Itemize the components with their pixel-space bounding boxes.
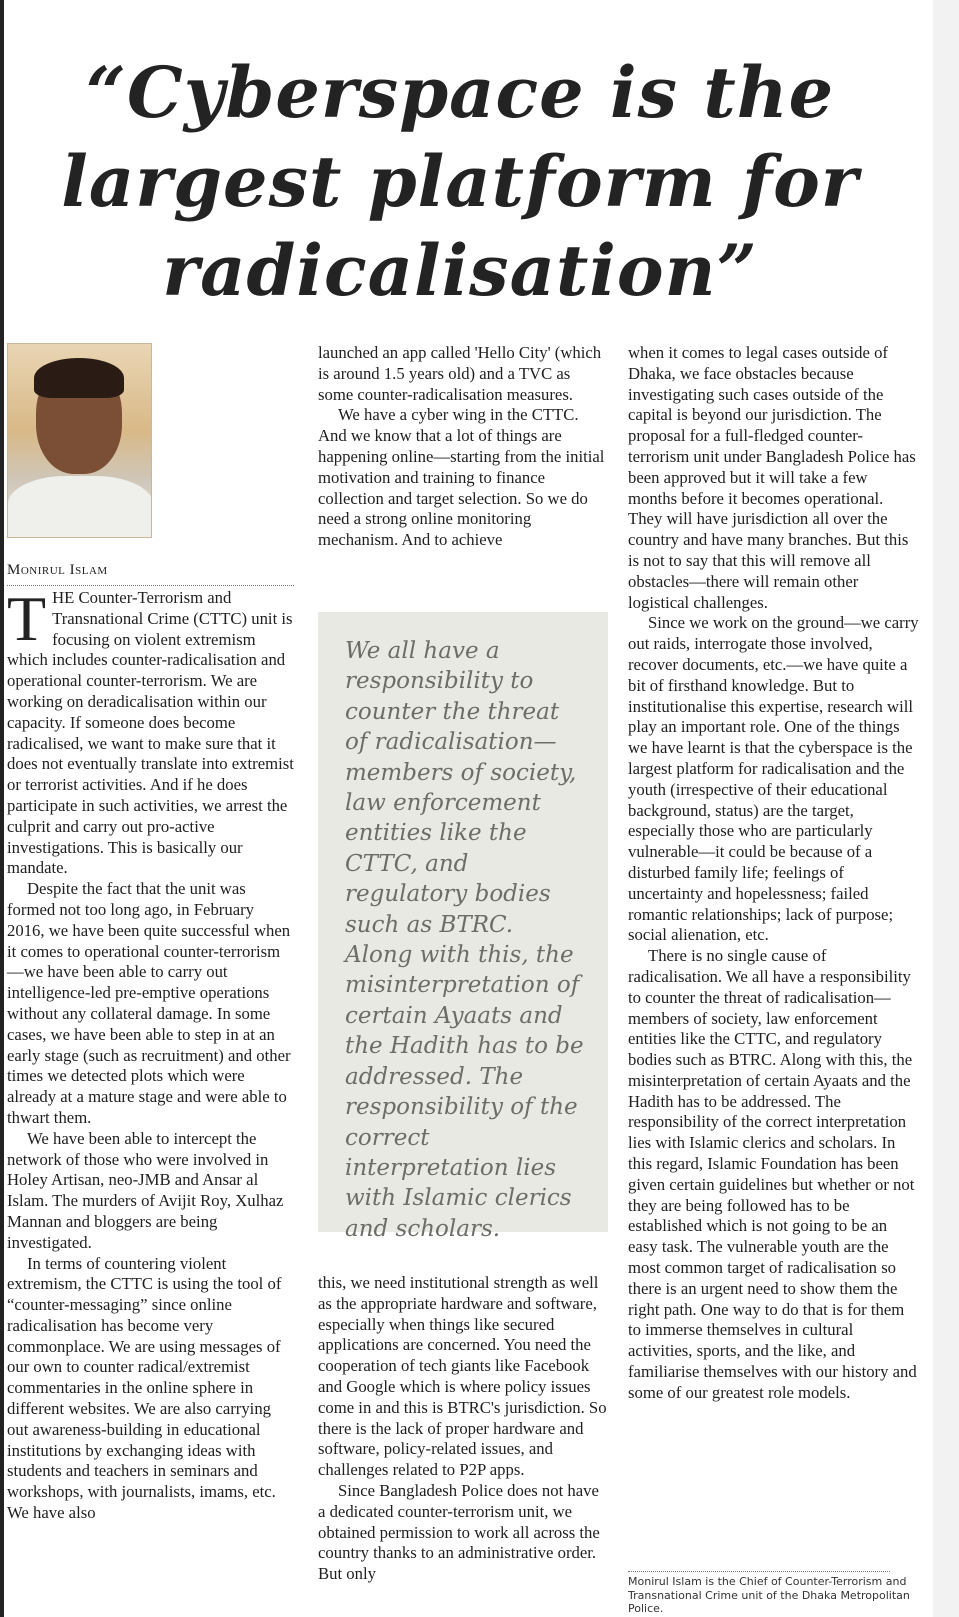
paragraph: THE Counter-Terrorism and Transnational Crime (CTTC) unit is focusing on violent extremism which includes counter-radicalisation and operational counter-terrorism. We are working on deradicalisation within our capacity. If someone does become radicalised, we want to make sure that it does not eventually translate into extremist or terrorist activities. And if he does participate in such activities, we arrest the culprit and carry out pro-active investigations. This is basically our mandate. (7, 583, 294, 878)
paragraph: We have been able to intercept the network of those who were involved in Holey Artisan, neo-JMB and Ansar al Islam. The murders of Avijit Roy, Xulhaz Mannan and bloggers are being investigated. (7, 1128, 284, 1252)
column-2-top (318, 343, 608, 551)
paragraph: In terms of countering violent extremism, the CTTC is using the tool of “counter-messaging” since online radicalisation has become very commonplace. We are using messages of our own to counter radical/extremist commentaries in the online sphere in different websites. We are also carrying out awareness-building in educational institutions by exchanging ideas with students and teachers in seminars and workshops, with journalists, imams, etc. We have also (7, 1253, 282, 1523)
author-footnote: Monirul Islam is the Chief of Counter-Terrorism and Transnational Crime unit of the Dhaka Metropolitan Police. (628, 1575, 910, 1615)
pull-quote-text: We all have a responsibility to counter the threat of radicalisation—members of society, law enforcement entities like the CTTC, and regulatory bodies such as BTRC. Along with this, the misinterpretation of certain Ayaats and the Hadith has to be addressed. The responsibility of the correct interpretation lies with Islamic clerics and scholars. (345, 638, 584, 1242)
drop-cap: T (7, 583, 47, 654)
paragraph: There is no single cause of radicalisation. We all have a responsibility to counter the threat of radicalisation—members of society, law enforcement entities like the CTTC, and regulatory bodies such as BTRC. Along with this, the misinterpretation of certain Ayaats and the Hadith has to be addressed. The responsibility of the correct interpretation lies with Islamic clerics and scholars. In this regard, Islamic Foundation has been given certain guidelines but whether or not they are being followed has to be established which is not going to be an easy task. The vulnerable youth are the most common target of radicalisation so there is an urgent need to show them the right path. One way to do that is for them to immerse themselves in cultural activities, sports, and the like, and familiarise themselves with our history and some of our greatest role models. (628, 946, 917, 1402)
paragraph: We have a cyber wing in the CTTC. And we know that a lot of things are happening online—starting from the initial motivation and training to finance collection and target selection. So we do need a strong online monitoring mechanism. And to achieve (318, 405, 605, 550)
paragraph: this, we need institutional strength as well as the appropriate hardware and software, especially when things like secured applications are concerned. You need the cooperation of tech giants like Facebook and Google which is where policy issues come in and this is BTRC's jurisdiction. So there is the lack of proper hardware and software, policy-related issues, and challenges related to P2P apps. (318, 1273, 607, 1480)
paragraph: Since we work on the ground—we carry out raids, interrogate those involved, recover documents, etc.—we have quite a bit of firsthand knowledge. But to institutionalise this expertise, research will play an important role. One of the things we have learnt is that the cyberspace is the largest platform for radicalisation and the youth (irrespective of their educational background, status) are the target, especially those who are particularly vulnerable—it could be because of a disturbed family life; feelings of uncertainty and hopelessness; failed romantic relationships; lack of purpose; social alienation, etc. (628, 613, 919, 945)
footnote-divider (628, 1571, 890, 1572)
author-photo (7, 343, 152, 538)
paragraph: when it comes to legal cases outside of Dhaka, we face obstacles because investigating such cases outside of the capital is beyond our jurisdiction. The proposal for a full-fledged counter-terrorism unit under Bangladesh Police has been approved but it will take a few months before it becomes operational. They will have jurisdiction all over the country and have many branches. But this is not to say that this will remove all obstacles—there will remain other logistical challenges. (628, 343, 916, 612)
column-3 (628, 343, 920, 1404)
paragraph: Since Bangladesh Police does not have a dedicated counter-terrorism unit, we obtained permission to work all across the country thanks to an administrative order. But only (318, 1480, 600, 1584)
author-byline: Monirul Islam (7, 562, 294, 586)
right-margin (933, 0, 959, 1617)
column-1 (7, 583, 294, 1524)
pull-quote (318, 612, 608, 1242)
paragraph: launched an app called 'Hello City' (which is around 1.5 years old) and a TVC as some counter-radicalisation measures. (318, 343, 602, 404)
photo-shirt (8, 476, 152, 538)
paragraph: Despite the fact that the unit was formed not too long ago, in February 2016, we have been quite successful when it comes to operational counter-terrorism—we have been able to carry out intelligence-led pre-emptive operations without any collateral damage. In some cases, we have been able to step in at an early stage (such as recruitment) and other times we detected plots which were already at a mature stage and were able to thwart them. (7, 879, 291, 1127)
headline: “Cyberspace is the largest platform for radicalisation” (61, 51, 859, 312)
left-border (0, 0, 4, 1617)
column-2-bottom (318, 1273, 608, 1585)
photo-hair (34, 358, 124, 398)
